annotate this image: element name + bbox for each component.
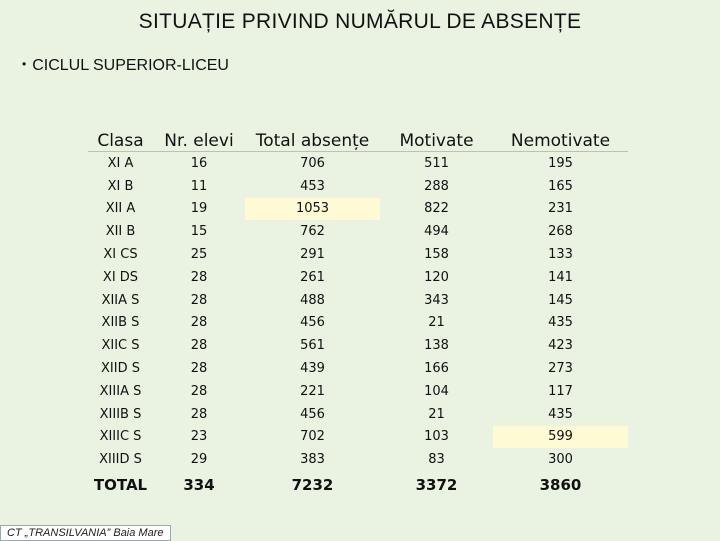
table-row: [88, 357, 628, 380]
cell-clasa: XI CS: [103, 247, 138, 263]
table-row: [88, 243, 628, 266]
bullet-icon: •: [22, 57, 27, 71]
cell-clasa: XIIB S: [101, 315, 140, 331]
cell-nr-elevi: 19: [190, 201, 208, 217]
cell-total: 439: [300, 361, 325, 377]
total-nr-elevi: 334: [183, 476, 215, 495]
cell-nr-elevi: 28: [190, 383, 208, 399]
cell-total: 221: [300, 383, 325, 399]
table-row: [88, 175, 628, 198]
cell-motivate: 21: [428, 315, 445, 331]
cell-motivate: 120: [424, 269, 449, 285]
cell-total: 561: [300, 338, 325, 354]
cell-motivate: 166: [424, 361, 449, 377]
table-row: [88, 266, 628, 289]
absences-table: [88, 121, 628, 499]
table-row: [88, 152, 628, 175]
total-nemotivate: 3860: [539, 476, 582, 495]
cell-nemotivate: 133: [548, 247, 573, 263]
cell-nemotivate: 145: [548, 292, 573, 308]
table-row: [88, 312, 628, 335]
cell-motivate: 104: [424, 383, 449, 399]
cell-motivate: 822: [424, 201, 449, 217]
cell-motivate: 288: [424, 178, 449, 194]
cell-nemotivate: 117: [548, 383, 573, 399]
cell-nemotivate: 268: [548, 224, 573, 240]
cell-motivate: 103: [424, 429, 449, 445]
header-nemotivate: Nemotivate: [493, 121, 628, 152]
page-title: SITUAȚIE PRIVIND NUMĂRUL DE ABSENȚE: [138, 10, 582, 33]
cell-nr-elevi: 28: [190, 315, 208, 331]
cell-total: 488: [300, 292, 325, 308]
cell-motivate: 138: [424, 338, 449, 354]
cell-nemotivate: 435: [548, 315, 573, 331]
header-clasa: Clasa: [88, 121, 153, 152]
cell-nr-elevi: 28: [190, 406, 208, 422]
cell-nr-elevi: 16: [190, 155, 208, 171]
cell-total: 456: [300, 315, 325, 331]
cell-total: 456: [300, 406, 325, 422]
cell-nemotivate: 300: [548, 452, 573, 468]
cell-clasa: XII A: [105, 201, 136, 217]
cell-motivate: 511: [424, 155, 449, 171]
cell-clasa: XIID S: [101, 361, 140, 377]
cell-nr-elevi: 29: [190, 452, 208, 468]
table-header-row: [88, 121, 628, 152]
cell-nr-elevi: 28: [190, 269, 208, 285]
cell-clasa: XII B: [105, 224, 136, 240]
footer-school-name: CT „TRANSILVANIA” Baia Mare: [0, 525, 171, 541]
cell-nemotivate: 231: [548, 201, 573, 217]
cell-total: 706: [300, 155, 325, 171]
section-heading-text: CICLUL SUPERIOR-LICEU: [32, 57, 229, 74]
cell-nemotivate: 141: [548, 269, 573, 285]
section-heading: [22, 57, 229, 75]
header-total-absente: Total absențe: [245, 121, 380, 152]
table-row: [88, 380, 628, 403]
cell-clasa: XIIA S: [101, 292, 140, 308]
cell-motivate: 21: [428, 406, 445, 422]
cell-nr-elevi: 28: [190, 338, 208, 354]
cell-total: 383: [300, 452, 325, 468]
cell-clasa: XIIIB S: [99, 406, 142, 422]
cell-clasa: XI DS: [102, 269, 139, 285]
cell-clasa: XIIID S: [99, 452, 142, 468]
cell-motivate: 343: [424, 292, 449, 308]
cell-nemotivate: 273: [548, 361, 573, 377]
cell-nemotivate: 423: [548, 338, 573, 354]
table-row: [88, 220, 628, 243]
cell-nr-elevi: 23: [190, 429, 208, 445]
cell-nr-elevi: 11: [190, 178, 208, 194]
table-total-row: [88, 471, 628, 499]
total-absente: 7232: [291, 476, 334, 495]
table-row: [88, 289, 628, 312]
cell-total-highlighted: 1053: [245, 198, 380, 221]
cell-nr-elevi: 28: [190, 361, 208, 377]
table-row: [88, 198, 628, 221]
cell-motivate: 158: [424, 247, 449, 263]
total-label: TOTAL: [93, 476, 148, 495]
cell-nr-elevi: 28: [190, 292, 208, 308]
cell-total: 291: [300, 247, 325, 263]
header-nr-elevi: Nr. elevi: [153, 121, 245, 152]
header-motivate: Motivate: [380, 121, 493, 152]
cell-total: 762: [300, 224, 325, 240]
cell-total: 261: [300, 269, 325, 285]
cell-clasa: XI A: [107, 155, 134, 171]
cell-clasa: XIIIA S: [99, 383, 142, 399]
table-row: [88, 448, 628, 471]
table-row: [88, 334, 628, 357]
cell-nemotivate: 435: [548, 406, 573, 422]
cell-nemotivate-highlighted: 599: [493, 426, 628, 449]
cell-total: 702: [300, 429, 325, 445]
cell-motivate: 83: [428, 452, 445, 468]
cell-clasa: XIIIC S: [99, 429, 142, 445]
table-row: [88, 426, 628, 449]
cell-total: 453: [300, 178, 325, 194]
cell-nemotivate: 165: [548, 178, 573, 194]
cell-nr-elevi: 15: [190, 224, 208, 240]
total-motivate: 3372: [415, 476, 458, 495]
cell-motivate: 494: [424, 224, 449, 240]
cell-nemotivate: 195: [548, 155, 573, 171]
table-row: [88, 403, 628, 426]
cell-nr-elevi: 25: [190, 247, 208, 263]
cell-clasa: XI B: [107, 178, 134, 194]
cell-clasa: XIIC S: [101, 338, 140, 354]
